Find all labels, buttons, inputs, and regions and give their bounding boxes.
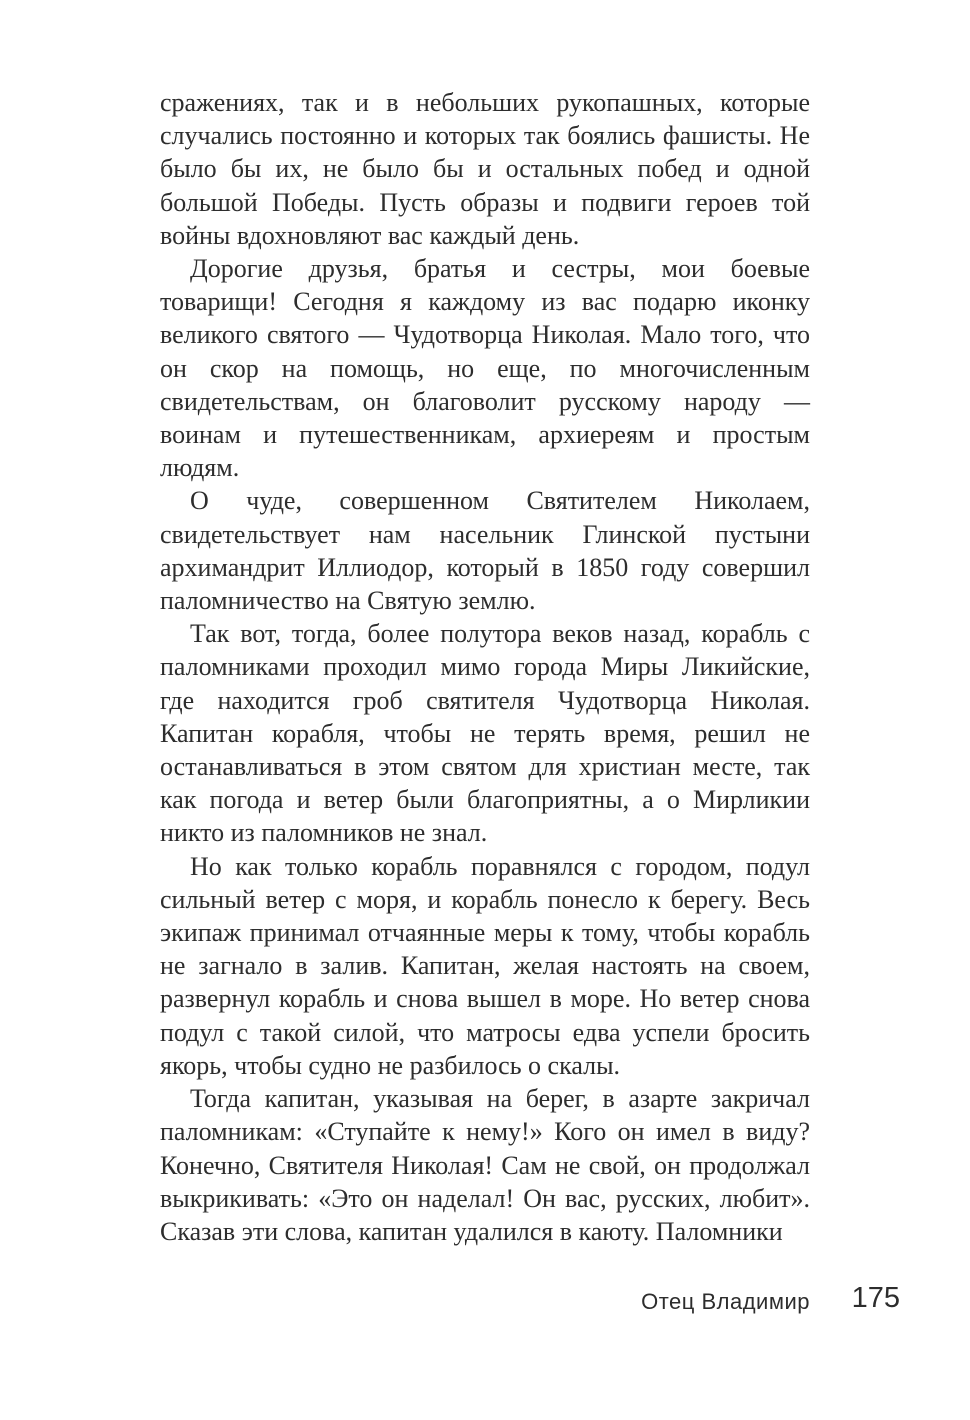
body-text-block <box>160 86 810 1248</box>
running-title: Отец Владимир <box>641 1289 810 1314</box>
body-paragraph-6: Тогда капитан, указывая на берег, в азарте закричал паломникам: «Ступайте к нему!» Кого он имел в виду? Конечно, Святителя Николая! Сам не свой, он продолжал выкрикивать: «Это он наделал! Он вас, русских, любит». Сказав эти слова, капитан удалился в каюту. Паломники <box>160 1084 810 1246</box>
body-paragraph-3: О чуде, совершенном Святителем Николаем, свидетельствует нам насельник Глинской пустыни архимандрит Иллиодор, который в 1850 году совершил паломничество на Святую землю. <box>160 486 810 616</box>
body-paragraph-1: сражениях, так и в небольших рукопашных, которые случались постоянно и которых так боялись фашисты. Не было бы их, не было бы и остальных побед и одной большой Победы. Пусть образы и подвиги героев той войны вдохновляют вас каждый день. <box>160 88 810 250</box>
page-number: 175 <box>851 1282 900 1314</box>
body-paragraph-2: Дорогие друзья, братья и сестры, мои боевые товарищи! Сегодня я каждому из вас подарю иконку великого святого — Чудотворца Николая. Мало того, что он скор на помощь, но еще, по многочисленным свидетельствам, он благоволит русскому народу — воинам и путешественникам, архиереям и простым людям. <box>160 254 810 483</box>
body-paragraph-4: Так вот, тогда, более полутора веков назад, корабль с паломниками проходил мимо города Миры Ликийские, где находится гроб святителя Чудотворца Николая. Капитан корабля, чтобы не терять время, решил не останавливаться в этом святом для христиан месте, так как погода и ветер были благоприятны, а о Мирликии никто из паломников не знал. <box>160 619 810 848</box>
body-paragraph-5: Но как только корабль поравнялся с городом, подул сильный ветер с моря, и корабль понесло к берегу. Весь экипаж принимал отчаянные меры к тому, чтобы корабль не загнало в залив. Капитан, желая настоять на своем, развернул корабль и снова вышел в море. Но ветер снова подул с такой силой, что матросы едва успели бросить якорь, чтобы судно не разбилось о скалы. <box>160 851 810 1080</box>
